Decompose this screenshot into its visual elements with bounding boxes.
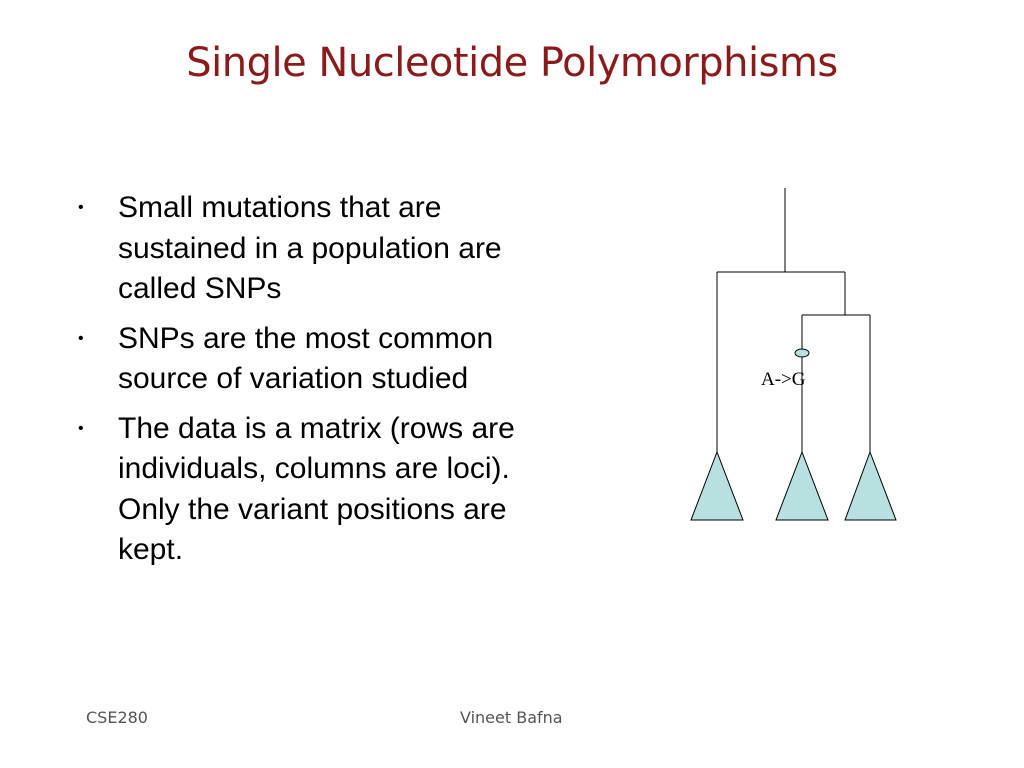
bullet-text: Small mutations that are sustained in a population are called SNPs: [118, 191, 502, 305]
right-leaf-triangle: [845, 452, 896, 520]
bullet-text: The data is a matrix (rows are individuals, columns are loci). Only the variant positions are kept.: [118, 411, 515, 566]
middle-leaf-triangle: [776, 452, 828, 520]
bullet-text: SNPs are the most common source of variation studied: [118, 321, 494, 395]
footer-author: Vineet Bafna: [460, 708, 563, 727]
left-leaf-triangle: [691, 452, 743, 520]
mutation-label: A->G: [761, 369, 806, 390]
bullet-dot: •: [78, 329, 84, 347]
slide-title: Single Nucleotide Polymorphisms: [186, 40, 838, 86]
footer-course: CSE280: [86, 708, 148, 727]
bullet-dot: •: [78, 419, 84, 437]
bullet-dot: •: [78, 199, 84, 216]
mutation-marker: [795, 349, 809, 357]
